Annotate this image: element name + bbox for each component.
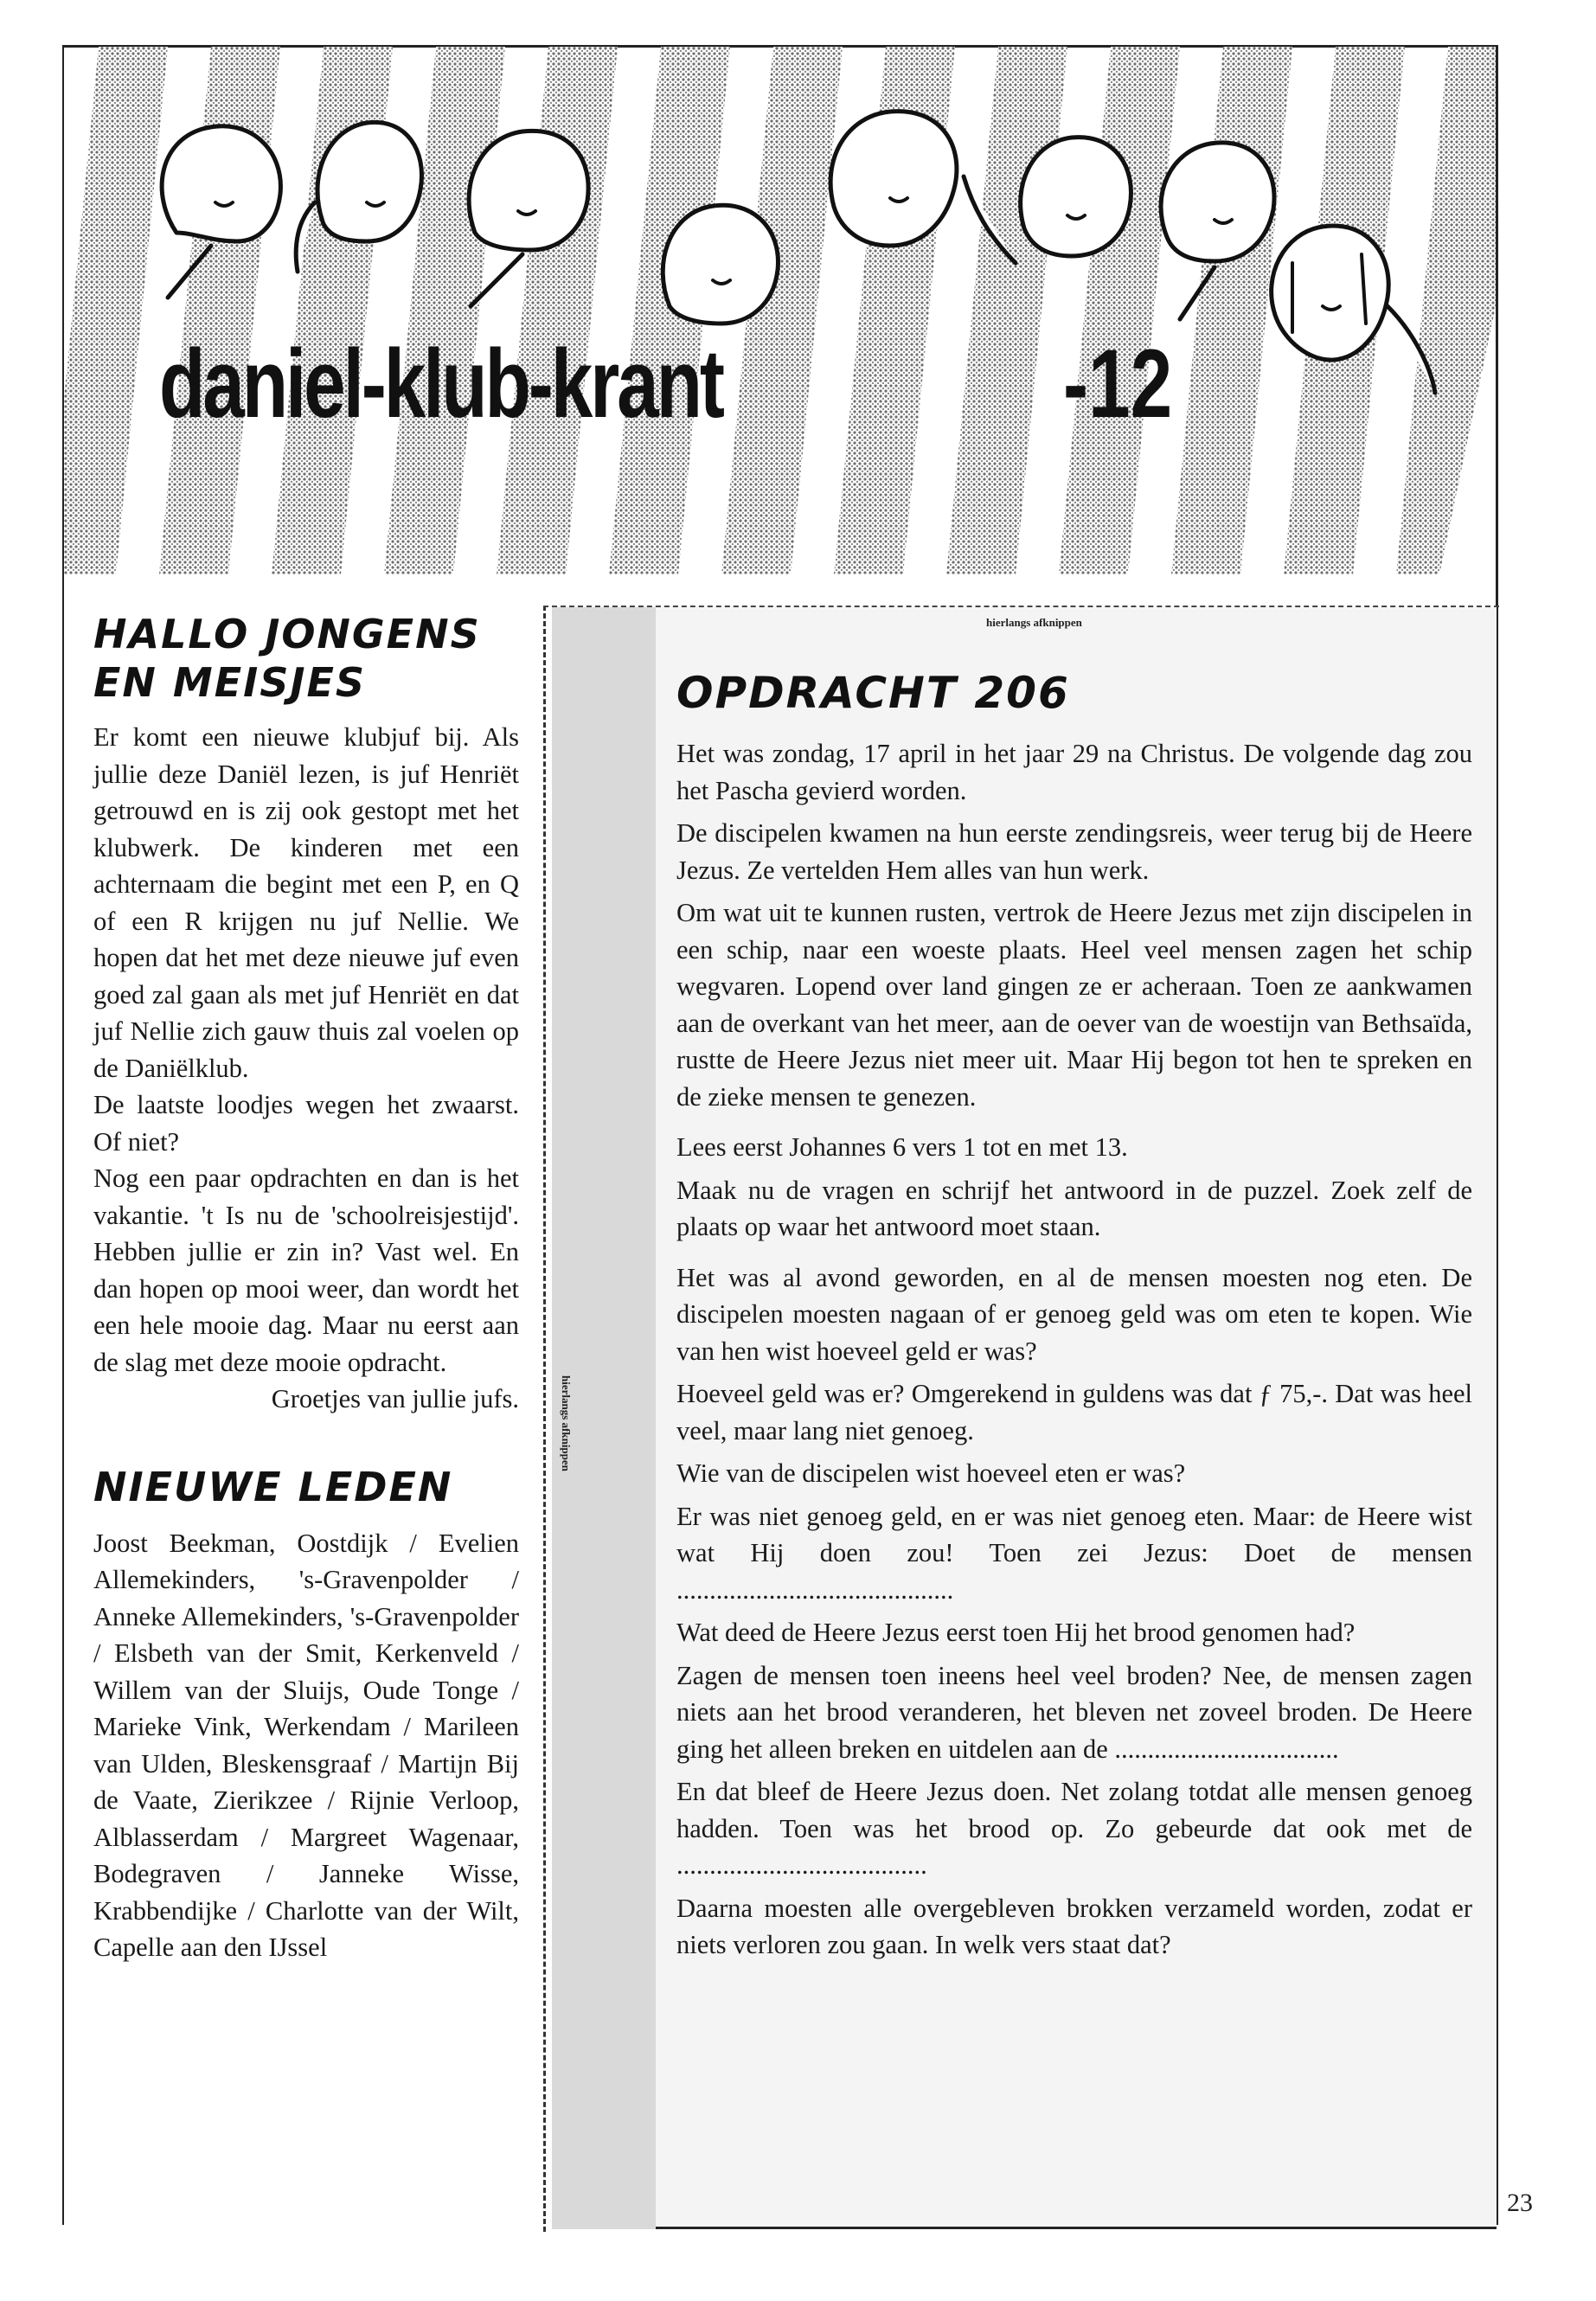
assignment-column xyxy=(676,668,1472,1970)
assignment-title: OPDRACHT 206 xyxy=(676,668,1070,718)
page-number: 23 xyxy=(1507,2189,1533,2217)
issue-number: -12 xyxy=(1063,330,1173,438)
assignment-instruction: Maak nu de vragen en schrijf het antwoord in de puzzel. Zoek zelf de plaats op waar het antwoord moet staan. xyxy=(676,1175,1472,1241)
question-paragraph: Hoeveel geld was er? Omgerekend in guldens was dat ƒ 75,-. Dat was heel veel, maar lang niet genoeg. xyxy=(676,1379,1472,1445)
signoff: Groetjes van jullie jufs. xyxy=(271,1384,519,1413)
left-column xyxy=(93,610,519,1966)
question-paragraph: Er was niet genoeg geld, en er was niet genoeg eten. Maar: de Heere wist wat Hij doen zou! Toen zei Jezus: Doet de mensen .......................................... xyxy=(676,1501,1472,1605)
new-members-list: Joost Beekman, Oostdijk / Evelien Allemekinders, 's-Gravenpolder / Anneke Allemekinders, 's-Gravenpolder / Elsbeth van der Smit, Kerkenveld / Willem van der Sluijs, Oude Tonge / Marieke Vink, Werkendam / Marileen van Ulden, Bleskensgraaf / Martijn Bij de Vaate, Zierikzee / Rijnie Verloop, Alblasserdam / Margreet Wagenaar, Bodegraven / Janneke Wisse, Krabbendijke / Charlotte van der Wilt, Capelle aan den IJssel xyxy=(93,1528,519,1962)
intro-paragraph: Er komt een nieuwe klubjuf bij. Als jullie deze Daniël lezen, is juf Henriët getrouwd en is zij ook gestopt met het klubwerk. De kinderen met een achternaam die begint met een P, en Q of een R krijgen nu juf Nellie. We hopen dat het met deze nieuwe juf even goed zal gaan als met juf Henriët en dat juf Nellie zich gauw thuis zal voelen op de Daniëlklub. xyxy=(93,722,519,1083)
cut-label-side: hierlangs afknippen xyxy=(560,1375,573,1471)
assignment-paragraph: Om wat uit te kunnen rusten, vertrok de Heere Jezus met zijn discipelen in een schip, naar een woeste plaats. Heel veel mensen zagen het schip wegvaren. Lopend over land gingen ze er acheraan. Toen ze aankwamen aan de overkant van het meer, aan de oever van de woestijn van Bethsaïda, rustte de Heere Jezus niet meer uit. Maar Hij begon tot hen te spreken en de zieke mensen te genezen. xyxy=(676,898,1472,1112)
greeting-heading-line2: EN MEISJES xyxy=(93,659,367,706)
question-paragraph: Het was al avond geworden, en al de mensen moesten nog eten. De discipelen moesten nagaan of er genoeg geld was om eten te kopen. Wie van hen wist hoeveel geld er was? xyxy=(676,1262,1472,1366)
question-paragraph: Wat deed de Heere Jezus eerst toen Hij het brood genomen had? xyxy=(676,1618,1356,1647)
question-paragraph: En dat bleef de Heere Jezus doen. Net zolang totdat alle mensen genoeg hadden. Toen was het brood op. Zo gebeurde dat ook met de ...................................... xyxy=(676,1777,1472,1880)
intro-paragraph: Nog een paar opdrachten en dan is het vakantie. 't Is nu de 'schoolreisjestijd'. Hebben jullie er zin in? Vast wel. En dan hopen op mooi weer, dan wordt het een hele mooie dag. Maar nu eerst aan de slag met deze mooie opdracht. xyxy=(93,1163,519,1377)
new-members-heading: NIEUWE LEDEN xyxy=(93,1463,453,1510)
masthead-title: daniel-klub-krant xyxy=(159,330,722,438)
masthead-illustration xyxy=(64,47,1496,583)
intro-paragraph: De laatste loodjes wegen het zwaarst. Of niet? xyxy=(93,1090,519,1157)
assignment-instruction: Lees eerst Johannes 6 vers 1 tot en met 13. xyxy=(676,1132,1128,1162)
intro-text xyxy=(93,719,519,1418)
assignment-paragraph: Het was zondag, 17 april in het jaar 29 na Christus. De volgende dag zou het Pascha gevierd worden. xyxy=(676,739,1472,805)
greeting-heading-line1: HALLO JONGENS xyxy=(93,611,481,657)
question-paragraph: Zagen de mensen toen ineens heel veel broden? Nee, de mensen zagen niets aan het brood veranderen, het bleven net zoveel broden. De Heere ging het alleen breken en uitdelen aan de .................................. xyxy=(676,1660,1472,1764)
greeting-heading xyxy=(93,610,519,707)
question-paragraph: Wie van de discipelen wist hoeveel eten er was? xyxy=(676,1458,1186,1488)
question-paragraph: Daarna moesten alle overgebleven brokken verzameld worden, zodat er niets verloren zou gaan. In welk vers staat dat? xyxy=(676,1893,1472,1959)
cut-label-top: hierlangs afknippen xyxy=(986,616,1082,629)
assignment-paragraph: De discipelen kwamen na hun eerste zendingsreis, weer terug bij de Heere Jezus. Ze vertelden Hem alles van hun werk. xyxy=(676,818,1472,885)
masthead xyxy=(64,47,1496,583)
cut-line-vertical xyxy=(543,606,546,2232)
